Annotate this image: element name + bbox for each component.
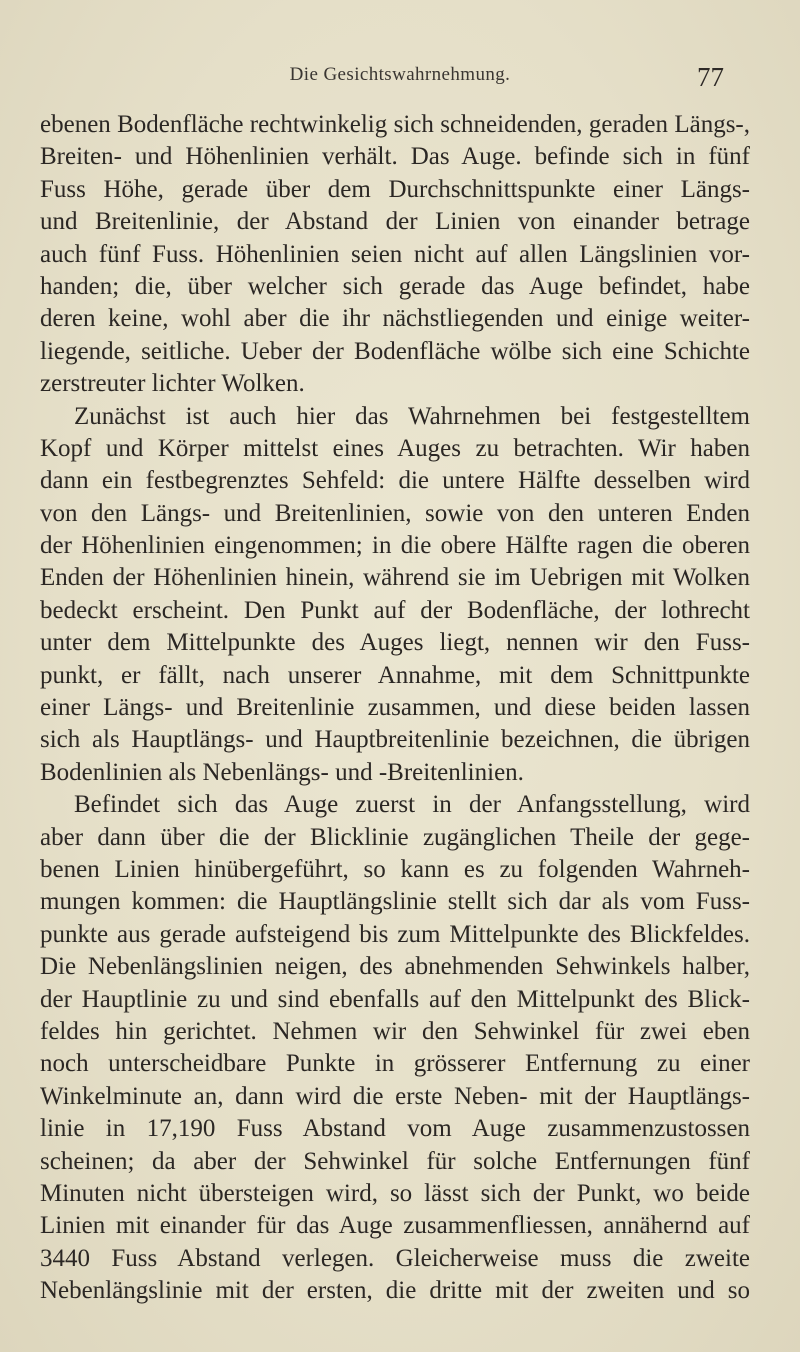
text-line: 3440 Fuss Abstand verlegen. Gleicherweise muss die zweite [40, 1244, 750, 1272]
text-line: Linien mit einander für das Auge zusammenfliessen, annähernd auf [40, 1212, 750, 1240]
text-line: Fuss Höhe, gerade über dem Durchschnittspunkte einer Längs- [40, 175, 750, 203]
text-line: zerstreuter lichter Wolken. [40, 370, 305, 398]
text-line: liegende, seitliche. Ueber der Bodenfläche wölbe sich eine Schichte [40, 337, 750, 365]
page-header [0, 60, 800, 100]
text-line: Bodenlinien als Nebenlängs- und -Breitenlinien. [40, 758, 524, 786]
running-title: Die Gesichtswahrnehmung. [289, 64, 511, 85]
text-line: benen Linien hinübergeführt, so kann es zu folgenden Wahrneh- [40, 855, 750, 883]
page-number: 77 [697, 62, 724, 92]
text-line: Nebenlängslinie mit der ersten, die dritte mit der zweiten und so [40, 1277, 750, 1305]
text-line: noch unterscheidbare Punkte in grösserer Entfernung zu einer [40, 1050, 750, 1078]
text-line: mungen kommen: die Hauptlängslinie stellt sich dar als vom Fuss- [40, 888, 750, 916]
text-line: der Hauptlinie zu und sind ebenfalls auf den Mittelpunkt des Blick- [40, 985, 750, 1013]
text-line: Zunächst ist auch hier das Wahrnehmen bei festgestelltem [74, 402, 750, 430]
text-line: linie in 17,190 Fuss Abstand vom Auge zusammenzustossen [40, 1115, 750, 1143]
body-text [40, 109, 750, 1307]
text-line: von den Längs- und Breitenlinien, sowie von den unteren Enden [40, 499, 750, 527]
text-line: sich als Hauptlängs- und Hauptbreitenlinie bezeichnen, die übrigen [40, 726, 750, 754]
text-line: Die Nebenlängslinien neigen, des abnehmenden Sehwinkels halber, [40, 953, 750, 981]
text-line: auch fünf Fuss. Höhenlinien seien nicht auf allen Längslinien vor- [40, 240, 750, 268]
text-line: Kopf und Körper mittelst eines Auges zu betrachten. Wir haben [40, 434, 750, 462]
text-line: und Breitenlinie, der Abstand der Linien von einander betrage [40, 208, 750, 236]
text-line: ebenen Bodenfläche rechtwinkelig sich schneidenden, geraden Längs-, [40, 111, 750, 138]
text-line: aber dann über die der Blicklinie zugänglichen Theile der gege- [40, 823, 750, 851]
text-line: handen; die, über welcher sich gerade das Auge befindet, habe [40, 272, 750, 300]
text-line: feldes hin gerichtet. Nehmen wir den Sehwinkel für zwei eben [40, 1017, 750, 1045]
text-line: Befindet sich das Auge zuerst in der Anfangsstellung, wird [74, 791, 750, 819]
text-line: Breiten- und Höhenlinien verhält. Das Auge. befinde sich in fünf [40, 143, 750, 171]
text-line: dann ein festbegrenztes Sehfeld: die untere Hälfte desselben wird [40, 467, 750, 495]
text-line: unter dem Mittelpunkte des Auges liegt, nennen wir den Fuss- [40, 629, 750, 657]
text-line: bedeckt erscheint. Den Punkt auf der Bodenfläche, der lothrecht [40, 596, 750, 624]
text-line: deren keine, wohl aber die ihr nächstliegenden und einige weiter- [40, 305, 750, 333]
text-line: Enden der Höhenlinien hinein, während sie im Uebrigen mit Wolken [40, 564, 750, 592]
text-line: punkt, er fällt, nach unserer Annahme, mit dem Schnittpunkte [40, 661, 750, 689]
text-line: Winkelminute an, dann wird die erste Neben- mit der Hauptlängs- [40, 1082, 750, 1110]
text-line: einer Längs- und Breitenlinie zusammen, und diese beiden lassen [40, 694, 750, 722]
text-line: der Höhenlinien eingenommen; in die obere Hälfte ragen die oberen [40, 532, 750, 560]
text-line: punkte aus gerade aufsteigend bis zum Mittelpunkte des Blickfeldes. [40, 920, 750, 948]
text-line: scheinen; da aber der Sehwinkel für solche Entfernungen fünf [40, 1147, 750, 1175]
text-line: Minuten nicht übersteigen wird, so lässt sich der Punkt, wo beide [40, 1179, 750, 1207]
